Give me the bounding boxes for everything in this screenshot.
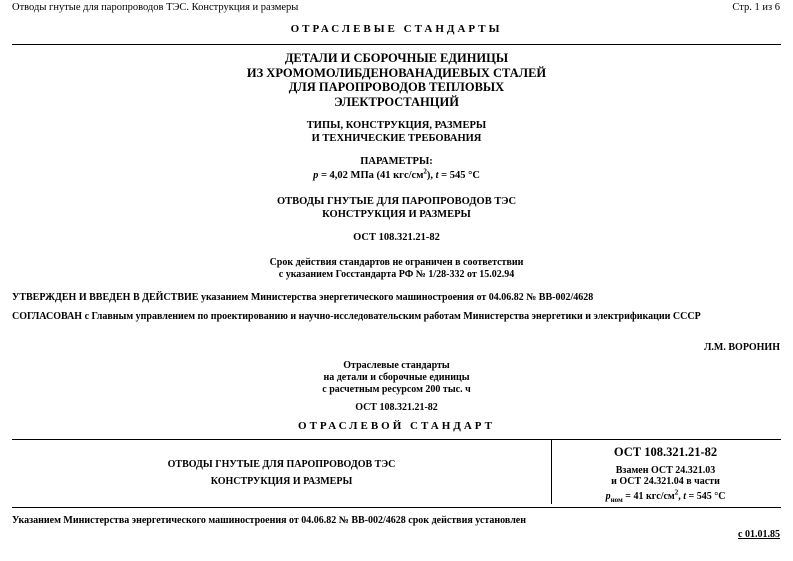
pressure-value: = 4,02 МПа (41 кгс/см [318, 170, 424, 181]
document-title: Отводы гнутые для паропроводов ТЭС. Конструкция и размеры [12, 2, 299, 13]
section-title [0, 196, 793, 221]
signatory-name: Л.М. ВОРОНИН [703, 342, 780, 353]
replaces-note [551, 465, 780, 487]
temperature-symbol: t [683, 491, 686, 502]
temperature-symbol: t [435, 170, 439, 181]
main-title-line: ЭЛЕКТРОСТАНЦИЙ [334, 94, 459, 109]
subtitle-line: ТИПЫ, КОНСТРУКЦИЯ, РАЗМЕРЫ [306, 120, 487, 131]
standard-block-number: ОСТ 108.321.21-82 [613, 445, 718, 459]
standard-number: ОСТ 108.321.21-82 [353, 232, 440, 243]
collection-number: ОСТ 108.321.21-82 [355, 402, 438, 413]
validity-line: Срок действия стандартов не ограничен в соответствии [269, 257, 524, 268]
standard-divider-top [12, 439, 781, 440]
top-divider [12, 44, 781, 45]
collection-title [0, 360, 793, 396]
pressure-exponent: 2 [423, 167, 427, 176]
params-value [0, 167, 793, 183]
pressure-symbol: p [313, 170, 319, 181]
pressure-symbol: p [605, 491, 611, 502]
collection-line: Отраслевые стандарты [343, 360, 450, 371]
params-separator: , [678, 491, 684, 502]
standard-divider-bottom [12, 507, 781, 508]
main-title-line: ДЛЯ ПАРОПРОВОДОВ ТЕПЛОВЫХ [288, 80, 505, 94]
replaces-line: Взамен ОСТ 24.321.03 [615, 465, 716, 476]
replaces-line: и ОСТ 24.321.04 в части [611, 476, 720, 487]
subtitle-line: И ТЕХНИЧЕСКИЕ ТРЕБОВАНИЯ [311, 132, 482, 144]
params-separator: ), [426, 170, 436, 181]
temperature-value: = 545 °С [438, 170, 480, 181]
standard-params [551, 488, 780, 504]
main-title-line: ДЕТАЛИ И СБОРОЧНЫЕ ЕДИНИЦЫ [284, 51, 509, 65]
subtitle [0, 120, 793, 145]
temperature-value: = 545 °С [686, 491, 726, 502]
approval-text: УТВЕРЖДЕН И ВВЕДЕН В ДЕЙСТВИЕ указанием Министерства энергетического машиностроения от 04.06.82 № ВВ-002/4628 [12, 292, 594, 303]
page-indicator: Стр. 1 из 6 [732, 2, 780, 13]
collection-line: на детали и сборочные единицы [323, 372, 470, 383]
footer-order-text: Указанием Министерства энергетического машиностроения от 04.06.82 № ВВ-002/4628 срок действия установлен [12, 515, 527, 526]
standard-heading: ОТРАСЛЕВОЙ СТАНДАРТ [298, 420, 495, 432]
params-label: ПАРАМЕТРЫ: [360, 156, 433, 167]
pressure-value: = 41 кгс/см [622, 491, 675, 502]
footer-date: с 01.01.85 [738, 529, 780, 540]
agreement-text: СОГЛАСОВАН с Главным управлением по проектированию и научно-исследовательским работам Министерства энергетики и электрификации СССР [12, 311, 701, 322]
collection-line: с расчетным ресурсом 200 тыс. ч [322, 384, 471, 395]
section-title-line: ОТВОДЫ ГНУТЫЕ ДЛЯ ПАРОПРОВОДОВ ТЭС [276, 196, 517, 207]
main-title-line: ИЗ ХРОМОМОЛИБДЕНОВАНАДИЕВЫХ СТАЛЕЙ [246, 65, 547, 80]
validity-note [0, 257, 793, 281]
pressure-subscript: ном [610, 496, 623, 504]
standard-left-title-2: КОНСТРУКЦИЯ И РАЗМЕРЫ [210, 476, 353, 487]
page-header [0, 0, 793, 16]
standard-left-title-1: ОТВОДЫ ГНУТЫЕ ДЛЯ ПАРОПРОВОДОВ ТЭС [167, 459, 396, 470]
category-heading: ОТРАСЛЕВЫЕ СТАНДАРТЫ [290, 23, 503, 35]
pressure-exponent: 2 [674, 488, 679, 497]
main-title [0, 51, 793, 109]
validity-line: с указанием Госстандарта РФ № 1/28-332 от 15.02.94 [278, 269, 515, 280]
section-title-line: КОНСТРУКЦИЯ И РАЗМЕРЫ [322, 208, 471, 220]
